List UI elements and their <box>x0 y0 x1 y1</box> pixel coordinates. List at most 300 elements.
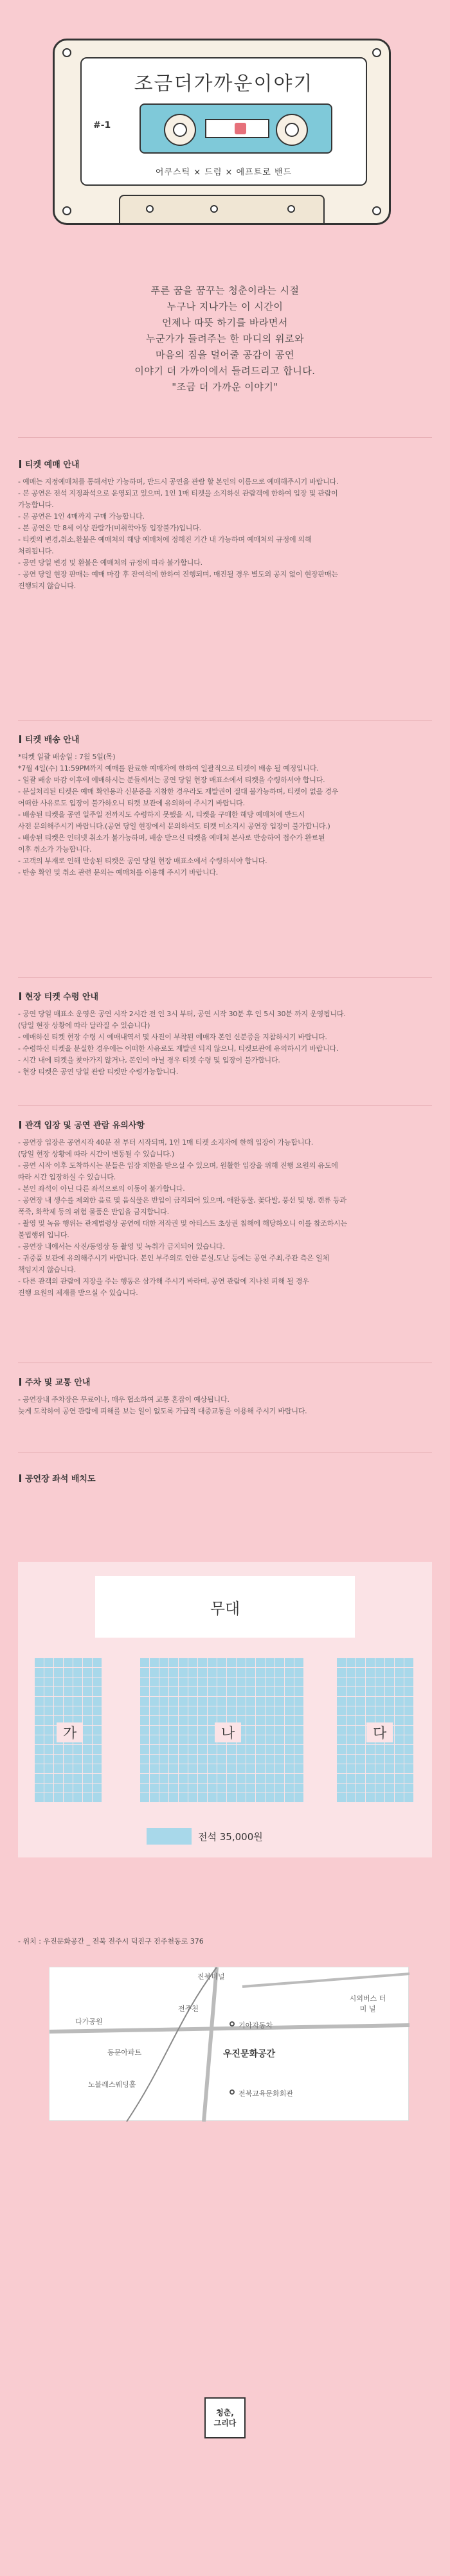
seat <box>169 1755 178 1764</box>
seat <box>356 1716 365 1725</box>
seat <box>140 1735 149 1744</box>
seat <box>337 1677 346 1686</box>
seat <box>159 1677 168 1686</box>
section-body <box>18 751 432 879</box>
seat <box>159 1735 168 1744</box>
hole-icon <box>287 205 295 213</box>
seat <box>83 1677 92 1686</box>
seat <box>356 1774 365 1783</box>
seat <box>366 1764 375 1773</box>
seat <box>346 1774 356 1783</box>
seat <box>356 1755 365 1764</box>
seat <box>159 1706 168 1715</box>
seat <box>256 1784 265 1793</box>
section-line: - 본인 좌석이 아닌 다른 좌석으로의 이동이 불가합니다. <box>18 1185 185 1193</box>
seat <box>169 1716 178 1725</box>
seat-legend <box>147 1828 263 1845</box>
seat <box>73 1687 82 1696</box>
seat <box>404 1793 413 1802</box>
seat <box>93 1764 102 1773</box>
seat <box>54 1658 63 1667</box>
reel-icon <box>164 114 196 146</box>
seat <box>237 1706 246 1715</box>
seat <box>294 1687 303 1696</box>
seat <box>159 1726 168 1735</box>
seat <box>375 1784 384 1793</box>
seat <box>44 1677 53 1686</box>
seat <box>159 1668 168 1677</box>
seat <box>93 1687 102 1696</box>
seat <box>395 1677 404 1686</box>
cassette-body <box>53 39 391 225</box>
seat <box>356 1677 365 1686</box>
seat <box>237 1745 246 1754</box>
seat <box>73 1774 82 1783</box>
seat <box>395 1726 404 1735</box>
seat <box>188 1726 197 1735</box>
seat <box>150 1706 159 1715</box>
seat <box>294 1735 303 1744</box>
seat <box>256 1677 265 1686</box>
seat <box>404 1706 413 1715</box>
seat <box>188 1706 197 1715</box>
tape-icon <box>205 119 269 138</box>
section-line: 가능합니다. <box>18 501 54 509</box>
seat <box>188 1793 197 1802</box>
seat <box>198 1793 207 1802</box>
seat <box>93 1735 102 1744</box>
seat <box>44 1697 53 1706</box>
seat <box>35 1735 44 1744</box>
seat <box>356 1793 365 1802</box>
seat <box>93 1784 102 1793</box>
section-seatmap-title <box>18 1472 432 1490</box>
intro-line: "조금 더 가까운 이야기" <box>172 381 278 393</box>
seat <box>346 1755 356 1764</box>
section-line: *7월 4일(수) 11:59PM까지 예매를 완료한 예매자에 한하여 일괄적으로 티켓이 배송 될 예정입니다. <box>18 764 319 773</box>
seat <box>337 1658 346 1667</box>
seat <box>208 1793 217 1802</box>
seat <box>54 1755 63 1764</box>
section-line: 진행 요원의 제재를 받으실 수 있습니다. <box>18 1289 138 1297</box>
seat <box>275 1716 284 1725</box>
seat <box>404 1755 413 1764</box>
seat <box>54 1697 63 1706</box>
seat <box>83 1774 92 1783</box>
seat <box>83 1784 92 1793</box>
seat <box>385 1793 394 1802</box>
seat <box>375 1658 384 1667</box>
section-line: - 예매는 지정예매처를 통해서만 가능하며, 반드시 공연을 관람 할 본인의 이름으로 예매해주시기 바랍니다. <box>18 478 339 486</box>
seat <box>246 1697 255 1706</box>
seat <box>266 1735 274 1744</box>
seat <box>73 1668 82 1677</box>
seat <box>227 1764 236 1773</box>
seat <box>404 1745 413 1754</box>
section-line: - 본 공연은 만 8세 이상 관람가(미취학아동 입장불가)입니다. <box>18 524 201 532</box>
seat <box>337 1668 346 1677</box>
logo-line: 그리다 <box>213 2419 237 2428</box>
seat <box>375 1745 384 1754</box>
seat <box>246 1677 255 1686</box>
seat <box>346 1697 356 1706</box>
seat <box>169 1658 178 1667</box>
intro-line: 누군가가 들려주는 한 마디의 위로와 <box>146 333 304 344</box>
seat <box>285 1706 294 1715</box>
seat <box>346 1716 356 1725</box>
seat <box>159 1745 168 1754</box>
seat <box>169 1735 178 1744</box>
seat <box>159 1697 168 1706</box>
seat <box>217 1706 226 1715</box>
cassette-label <box>80 57 367 186</box>
seat <box>246 1745 255 1754</box>
cassette-title: 조금더가까운이야기 <box>134 73 314 95</box>
section-line: - 귀중품 보관에 유의해주시기 바랍니다. 본인 부주의로 인한 분실,도난 등에는 공연 주최,주관 측은 일체 <box>18 1254 329 1262</box>
section-title: 현장 티켓 수령 안내 <box>18 990 432 1002</box>
seat <box>35 1706 44 1715</box>
seat <box>198 1668 207 1677</box>
seat <box>346 1668 356 1677</box>
seat <box>337 1735 346 1744</box>
seat <box>73 1697 82 1706</box>
seat <box>64 1784 73 1793</box>
seat <box>73 1658 82 1667</box>
seat <box>188 1745 197 1754</box>
cassette-credits: 어쿠스틱 × 드럼 × 에프트로 밴드 <box>155 168 292 177</box>
seat <box>83 1793 92 1802</box>
seat <box>179 1764 188 1773</box>
seat <box>217 1677 226 1686</box>
footer-logo <box>204 2397 246 2438</box>
seat <box>404 1764 413 1773</box>
seat <box>64 1697 73 1706</box>
section-line: - 반송 확인 및 취소 관련 문의는 예매처를 이용해 주시기 바랍니다. <box>18 868 219 877</box>
seat <box>246 1706 255 1715</box>
seat <box>35 1745 44 1754</box>
seat <box>217 1793 226 1802</box>
seat <box>140 1745 149 1754</box>
seat <box>179 1726 188 1735</box>
intro-line: 푸른 꿈을 꿈꾸는 청춘이라는 시절 <box>150 285 300 296</box>
seat <box>404 1726 413 1735</box>
seat <box>356 1687 365 1696</box>
seat <box>366 1774 375 1783</box>
seat <box>366 1784 375 1793</box>
seat <box>64 1687 73 1696</box>
seat <box>375 1706 384 1715</box>
seat <box>179 1716 188 1725</box>
seat <box>140 1726 149 1735</box>
seat <box>169 1668 178 1677</box>
seat <box>150 1677 159 1686</box>
seat <box>44 1755 53 1764</box>
seat <box>198 1677 207 1686</box>
section-title: 티켓 배송 안내 <box>18 733 432 745</box>
seat <box>404 1697 413 1706</box>
seat <box>237 1764 246 1773</box>
seat <box>93 1697 102 1706</box>
seat <box>208 1658 217 1667</box>
seat <box>217 1697 226 1706</box>
seat <box>140 1774 149 1783</box>
section-line: (당일 현장 상황에 따라 시간이 변동될 수 있습니다.) <box>18 1150 175 1158</box>
seat <box>169 1784 178 1793</box>
seat <box>93 1668 102 1677</box>
seat <box>256 1793 265 1802</box>
seat <box>93 1726 102 1735</box>
map-label: 진북터널 <box>197 1972 225 1981</box>
seat <box>356 1745 365 1754</box>
seat <box>285 1716 294 1725</box>
section-line: - 공연 당일 매표소 운영은 공연 시작 2시간 전 인 3시 부터, 공연 시작 30분 후 인 5시 30분 까지 운영됩니다. <box>18 1010 346 1018</box>
seat <box>198 1706 207 1715</box>
seat <box>208 1677 217 1686</box>
screw-icon <box>62 48 71 57</box>
seat <box>246 1793 255 1802</box>
seat <box>179 1745 188 1754</box>
seat <box>35 1658 44 1667</box>
seat <box>366 1793 375 1802</box>
seat <box>64 1755 73 1764</box>
seat <box>35 1668 44 1677</box>
seat <box>337 1793 346 1802</box>
seat <box>217 1774 226 1783</box>
seat <box>275 1745 284 1754</box>
seat <box>285 1774 294 1783</box>
seat <box>246 1774 255 1783</box>
seat <box>188 1677 197 1686</box>
seat <box>179 1658 188 1667</box>
seat <box>337 1726 346 1735</box>
map-label-venue: 우진문화공간 <box>223 2049 276 2059</box>
section-line: - 촬영 및 녹음 행위는 관계법령상 공연에 대한 저작권 및 아티스트 초상권 침해에 해당하오니 이를 참조하시는 <box>18 1219 347 1228</box>
section-line: - 일괄 배송 마감 이후에 예매하시는 분들께서는 공연 당일 현장 매표소에서 티켓을 수령하셔야 합니다. <box>18 776 325 784</box>
logo-line: 청춘, <box>216 2408 234 2417</box>
seat <box>275 1774 284 1783</box>
seat <box>179 1697 188 1706</box>
seat <box>266 1706 274 1715</box>
seat <box>285 1745 294 1754</box>
seat <box>64 1793 73 1802</box>
seat <box>266 1793 274 1802</box>
seat <box>275 1706 284 1715</box>
seat <box>246 1687 255 1696</box>
seat <box>44 1774 53 1783</box>
seat <box>246 1658 255 1667</box>
seat <box>256 1764 265 1773</box>
section-line: - 배송된 티켓은 인터넷 취소가 불가능하며, 배송 받으신 티켓을 예매처 본사로 반송하여 접수가 완료된 <box>18 834 325 842</box>
intro-line: 이야기 더 가까이에서 들려드리고 합니다. <box>134 365 316 377</box>
section-line: 늦게 도착하여 공연 관람에 피해를 보는 일이 없도록 가급적 대중교통을 이용해 주시기 바랍니다. <box>18 1407 307 1415</box>
seat <box>73 1677 82 1686</box>
seat <box>385 1706 394 1715</box>
seat <box>169 1774 178 1783</box>
seat <box>83 1764 92 1773</box>
intro-line: 마음의 짐을 덜어줄 공감이 공연 <box>156 349 294 361</box>
location-text: - 위치 : 우진문화공간 _ 전북 전주시 덕진구 전주천동로 376 <box>18 1937 204 1945</box>
seat <box>73 1764 82 1773</box>
seat <box>294 1697 303 1706</box>
section-line: 사전 문의해주시기 바랍니다.(공연 당일 현장에서 문의하셔도 티켓 미소지시 공연장 입장이 불가합니다.) <box>18 822 330 830</box>
section-line: - 배송된 티켓을 공연 일주일 전까지도 수령하지 못했을 시, 티켓을 구매한 해당 예매처에 반드시 <box>18 810 305 819</box>
seat <box>83 1716 92 1725</box>
seat <box>179 1784 188 1793</box>
section-title: 주차 및 교통 안내 <box>18 1375 432 1388</box>
seat <box>35 1793 44 1802</box>
seat <box>159 1774 168 1783</box>
seat <box>54 1793 63 1802</box>
seat <box>366 1668 375 1677</box>
seat <box>285 1735 294 1744</box>
seat <box>266 1677 274 1686</box>
seat <box>54 1668 63 1677</box>
seat <box>150 1668 159 1677</box>
seat <box>227 1755 236 1764</box>
seat <box>159 1658 168 1667</box>
seat <box>256 1726 265 1735</box>
seat <box>404 1658 413 1667</box>
seat <box>395 1668 404 1677</box>
seat <box>198 1716 207 1725</box>
seat <box>256 1658 265 1667</box>
section-line: - 공연장 내에서는 사진/동영상 등 촬영 및 녹취가 금지되어 있습니다. <box>18 1242 225 1251</box>
seat <box>150 1687 159 1696</box>
seat <box>237 1697 246 1706</box>
seat <box>275 1687 284 1696</box>
seat <box>246 1668 255 1677</box>
screw-icon <box>372 206 381 215</box>
seat <box>346 1687 356 1696</box>
hole-icon <box>210 205 218 213</box>
seat <box>227 1668 236 1677</box>
seat <box>208 1764 217 1773</box>
seat <box>285 1726 294 1735</box>
intro-text <box>0 283 450 395</box>
seat <box>395 1774 404 1783</box>
seat <box>237 1687 246 1696</box>
seat <box>266 1687 274 1696</box>
seat <box>356 1784 365 1793</box>
seat <box>150 1764 159 1773</box>
seat <box>346 1793 356 1802</box>
cassette-window <box>140 103 332 154</box>
seat <box>64 1658 73 1667</box>
seat <box>188 1784 197 1793</box>
seat <box>83 1755 92 1764</box>
map-label: 노블레스웨딩홀 <box>88 2080 136 2089</box>
section-line: - 공연장내 주차장은 무료이나, 매우 협소하여 교통 혼잡이 예상됩니다. <box>18 1395 230 1404</box>
seat <box>337 1697 346 1706</box>
seat <box>35 1774 44 1783</box>
seat <box>246 1735 255 1744</box>
seat <box>140 1784 149 1793</box>
seat <box>404 1774 413 1783</box>
seat <box>385 1658 394 1667</box>
seat <box>83 1735 92 1744</box>
seat <box>179 1755 188 1764</box>
reel-icon <box>276 114 308 146</box>
seat <box>266 1764 274 1773</box>
seat <box>150 1658 159 1667</box>
seat <box>150 1774 159 1783</box>
seat <box>294 1668 303 1677</box>
seat <box>198 1774 207 1783</box>
section-line: - 본 공연은 전석 지정좌석으로 운영되고 있으며, 1인 1매 티켓을 소지하신 관람객에 한하여 입장 및 관람이 <box>18 489 338 497</box>
seat <box>35 1784 44 1793</box>
seat <box>198 1697 207 1706</box>
map-label: 전북교육문화회관 <box>239 2089 294 2098</box>
seat <box>256 1774 265 1783</box>
section-line: - 예매하신 티켓 현장 수령 시 예매내역서 및 사진이 부착된 예매자 본인 신분증을 지참하시기 바랍니다. <box>18 1033 327 1041</box>
seat <box>169 1677 178 1686</box>
seat <box>294 1677 303 1686</box>
seat <box>64 1764 73 1773</box>
seat <box>208 1784 217 1793</box>
seat <box>35 1716 44 1725</box>
seat <box>227 1745 236 1754</box>
seat <box>256 1735 265 1744</box>
seat <box>395 1706 404 1715</box>
seat <box>346 1764 356 1773</box>
seat <box>188 1658 197 1667</box>
seat <box>83 1745 92 1754</box>
seat <box>188 1687 197 1696</box>
seat <box>169 1745 178 1754</box>
section-line: - 고객의 부재로 인해 반송된 티켓은 공연 당일 현장 매표소에서 수령하셔야 합니다. <box>18 857 267 865</box>
seat <box>375 1793 384 1802</box>
seat <box>294 1658 303 1667</box>
seat <box>150 1726 159 1735</box>
seat <box>208 1774 217 1783</box>
seat <box>395 1764 404 1773</box>
seat <box>140 1793 149 1802</box>
seat-map <box>18 1562 432 1857</box>
seat <box>275 1668 284 1677</box>
seat <box>404 1735 413 1744</box>
seat <box>385 1784 394 1793</box>
divider <box>18 977 432 978</box>
seat <box>179 1793 188 1802</box>
seat <box>346 1706 356 1715</box>
location-map <box>49 1967 409 2121</box>
seat <box>150 1735 159 1744</box>
seat <box>93 1706 102 1715</box>
seat <box>44 1793 53 1802</box>
seat <box>404 1687 413 1696</box>
seat <box>237 1677 246 1686</box>
seat <box>246 1726 255 1735</box>
map-label: 시외버스 터 미 널 <box>349 1994 386 2013</box>
seat <box>93 1755 102 1764</box>
seat <box>44 1764 53 1773</box>
seat <box>285 1793 294 1802</box>
seat <box>140 1716 149 1725</box>
seat <box>237 1793 246 1802</box>
seat <box>356 1706 365 1715</box>
seat <box>169 1793 178 1802</box>
seat <box>93 1774 102 1783</box>
seat <box>150 1697 159 1706</box>
seat <box>266 1784 274 1793</box>
seat <box>188 1668 197 1677</box>
seat <box>64 1774 73 1783</box>
section-line: - 본 공연은 1인 4매까지 구매 가능합니다. <box>18 512 145 521</box>
intro-line: 누구나 지나가는 이 시간이 <box>166 301 284 312</box>
section-onsite-pickup <box>18 990 432 1078</box>
seat <box>140 1658 149 1667</box>
seat <box>356 1735 365 1744</box>
